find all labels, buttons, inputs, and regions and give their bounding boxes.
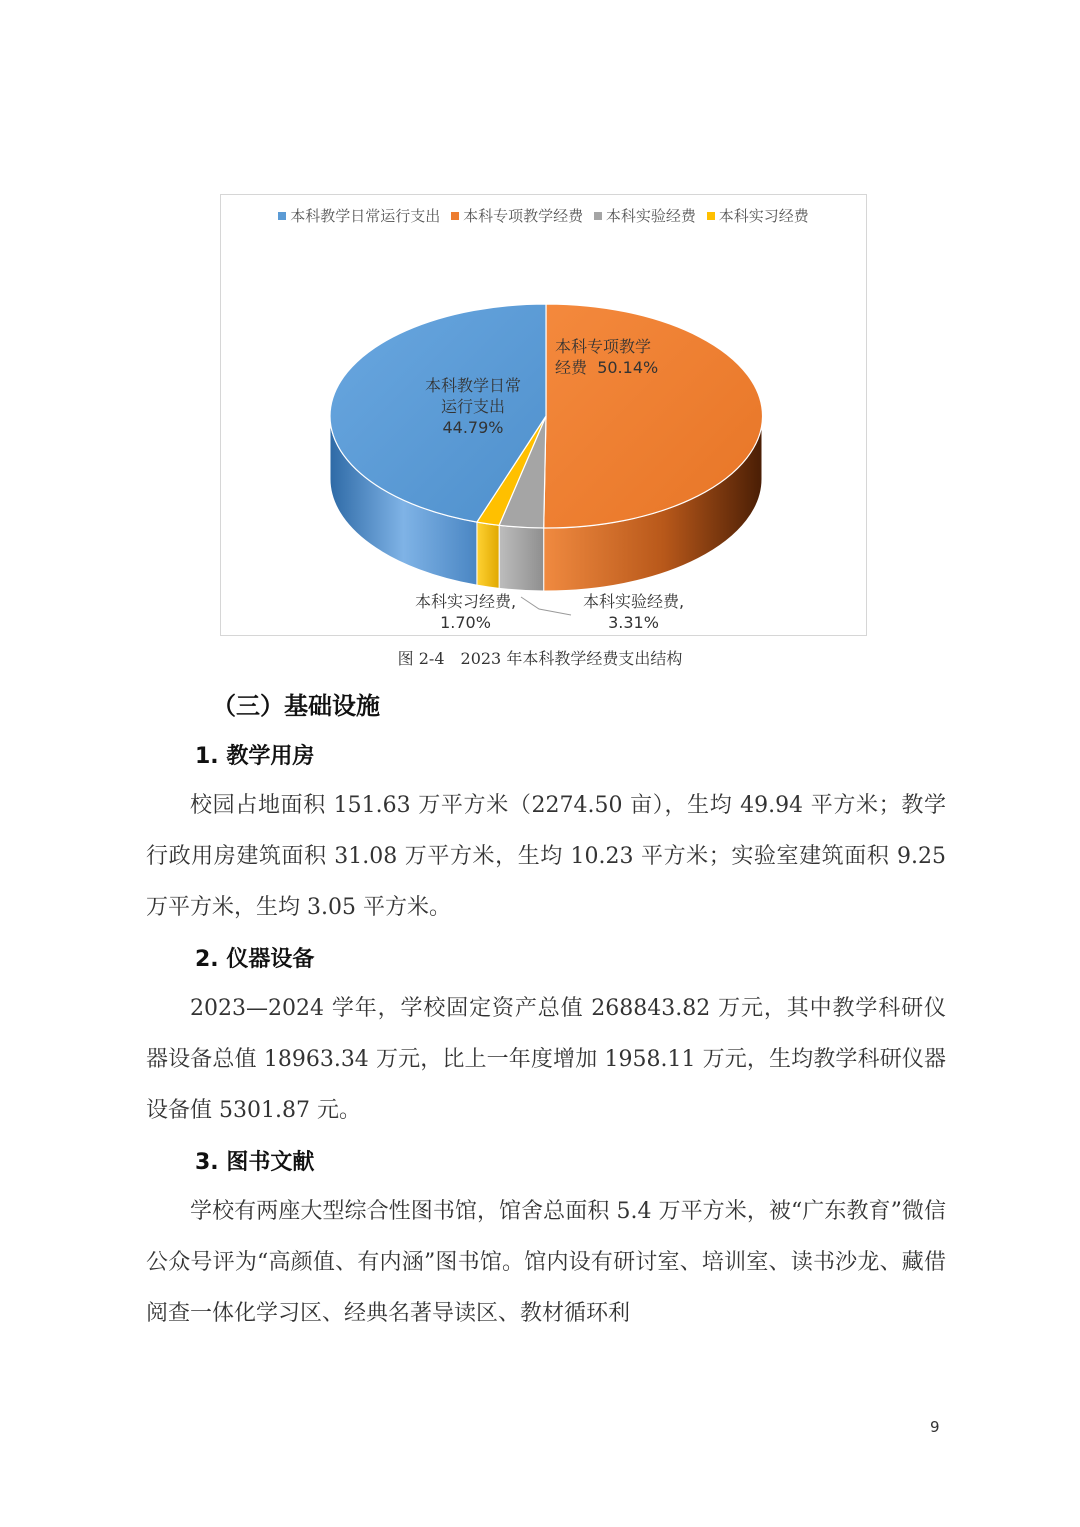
pie-chart-canvas (221, 195, 866, 635)
pie-slice-lab-side (499, 525, 544, 591)
paragraph-library: 学校有两座大型综合性图书馆，馆舍总面积 5.4 万平方米，被“广东教育”微信公众号评为“高颜值、有内涵”图书馆。馆内设有研讨室、培训室、读书沙龙、藏借阅查一体化学习区、经典名著导读区、教材循环利 (146, 1199, 946, 1326)
legend-label: 本科实习经费 (718, 207, 809, 225)
legend-label: 本科专项教学经费 (463, 207, 584, 225)
data-label-line: 本科教学日常 (424, 376, 521, 395)
paragraph-equipment: 2023—2024 学年，学校固定资产总值 268843.82 万元，其中教学科研仪器设备总值 18963.34 万元，比上一年度增加 1958.11 万元，生均教学科研仪器设备值 5301.87 元。 (146, 996, 946, 1123)
legend-item (594, 205, 696, 226)
legend-label: 本科实验经费 (605, 207, 696, 225)
legend-swatch (707, 212, 715, 220)
data-label-lab (571, 591, 696, 633)
label-leader-line (521, 597, 571, 615)
subheading-library: 3. 图书文献 (195, 1150, 315, 1175)
data-label-special-teaching (555, 336, 673, 378)
legend-label: 本科教学日常运行支出 (290, 207, 441, 225)
section-heading: （三）基础设施 (212, 692, 380, 720)
legend-item (707, 205, 809, 226)
legend-swatch (451, 212, 459, 220)
pie-slice-internship-side (477, 522, 499, 588)
data-label-value: 44.79% (442, 418, 504, 437)
data-label-line: 本科实习经费, (414, 592, 517, 611)
data-label-value: 3.31% (608, 613, 659, 632)
data-label-value: 50.14% (597, 358, 659, 377)
data-label-internship (403, 591, 528, 633)
pie-chart (220, 194, 867, 636)
data-label-line: 本科实验经费, (582, 592, 685, 611)
chart-legend (221, 205, 866, 226)
legend-item (451, 205, 583, 226)
legend-item (278, 205, 440, 226)
data-label-line: 运行支出 (440, 397, 505, 416)
paragraph-teaching-buildings: 校园占地面积 151.63 万平方米（2274.50 亩），生均 49.94 平方米；教学行政用房建筑面积 31.08 万平方米，生均 10.23 平方米；实验室建筑面积 9.25 万平方米，生均 3.05 平方米。 (146, 793, 946, 920)
pie-tops (330, 304, 763, 528)
data-label-line: 经费 (555, 358, 588, 377)
legend-swatch (594, 212, 602, 220)
data-label-value: 1.70% (440, 613, 491, 632)
subheading-equipment: 2. 仪器设备 (195, 947, 315, 972)
subheading-teaching-buildings: 1. 教学用房 (195, 744, 315, 769)
data-label-line: 本科专项教学 (555, 337, 652, 356)
figure-caption: 图 2-4 2023 年本科教学经费支出结构 (397, 649, 683, 668)
data-label-daily-operation (413, 375, 533, 438)
legend-swatch (278, 212, 286, 220)
page-number: 9 (930, 1418, 940, 1436)
